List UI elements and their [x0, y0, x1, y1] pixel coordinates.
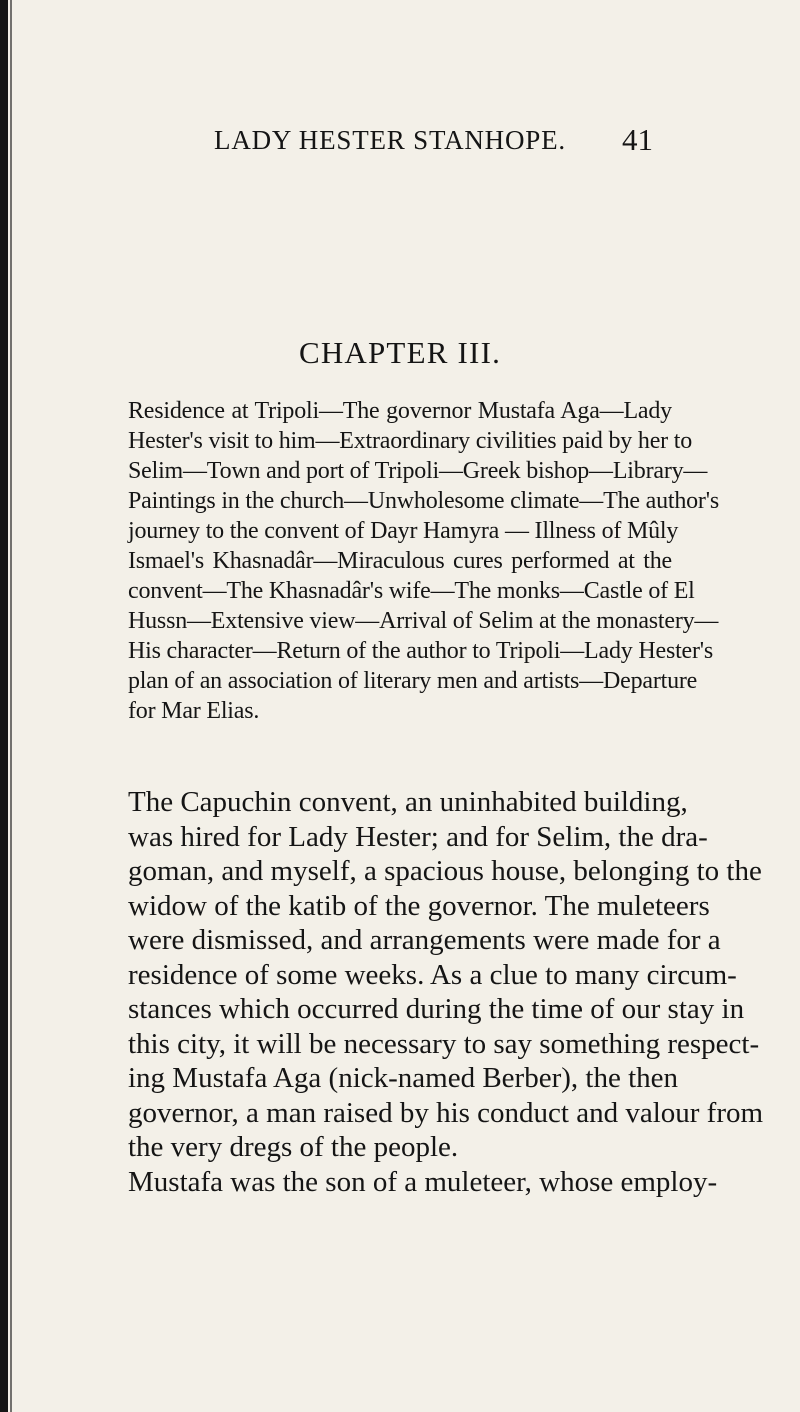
body-line: Mustafa was the son of a muleteer, whose employ-: [128, 1165, 718, 1198]
summary-line: Hester's visit to him—Extraordinary civilities paid by her to: [128, 428, 693, 454]
body-line: was hired for Lady Hester; and for Selim, the dra-: [128, 820, 708, 853]
summary-line: convent—The Khasnadâr's wife—The monks—Castle of El: [128, 578, 695, 604]
running-header: [0, 124, 800, 164]
body-line: governor, a man raised by his conduct and valour from: [128, 1096, 764, 1129]
body-line: ing Mustafa Aga (nick-named Berber), the then: [128, 1062, 679, 1094]
body-line: this city, it will be necessary to say something respect-: [128, 1027, 760, 1060]
body-line: the very dregs of the people.: [128, 1131, 459, 1163]
summary-line: Paintings in the church—Unwholesome climate—The author's: [128, 488, 719, 514]
body-line: widow of the katib of the governor. The muleteers: [128, 889, 710, 922]
body-line: goman, and myself, a spacious house, belonging to the: [128, 855, 762, 887]
body-line: stances which occurred during the time of our stay in: [128, 993, 745, 1025]
chapter-title: CHAPTER III.: [298, 335, 502, 370]
body-line: The Capuchin convent, an uninhabited building,: [128, 786, 688, 818]
summary-line: Ismael's Khasnadâr—Miraculous cures performed at the: [128, 548, 672, 574]
page-edge-line: [10, 0, 12, 1412]
body-line: were dismissed, and arrangements were made for a: [128, 924, 721, 956]
summary-line: Hussn—Extensive view—Arrival of Selim at the monastery—: [128, 608, 719, 634]
summary-line: for Mar Elias.: [128, 698, 260, 724]
running-title: LADY HESTER STANHOPE.: [214, 125, 566, 155]
summary-line: His character—Return of the author to Tripoli—Lady Hester's: [128, 638, 714, 664]
summary-line: journey to the convent of Dayr Hamyra — Illness of Mûly: [128, 518, 679, 544]
body-line: residence of some weeks. As a clue to many circum-: [128, 958, 737, 991]
summary-line: Residence at Tripoli—The governor Mustafa Aga—Lady: [128, 398, 672, 424]
chapter-summary: [128, 396, 719, 726]
summary-line: plan of an association of literary men and artists—Departure: [128, 668, 698, 694]
summary-line: Selim—Town and port of Tripoli—Greek bishop—Library—: [128, 458, 708, 484]
body-text: [128, 785, 764, 1199]
page-number: 41: [622, 122, 653, 157]
page-binding-shadow: [0, 0, 8, 1412]
